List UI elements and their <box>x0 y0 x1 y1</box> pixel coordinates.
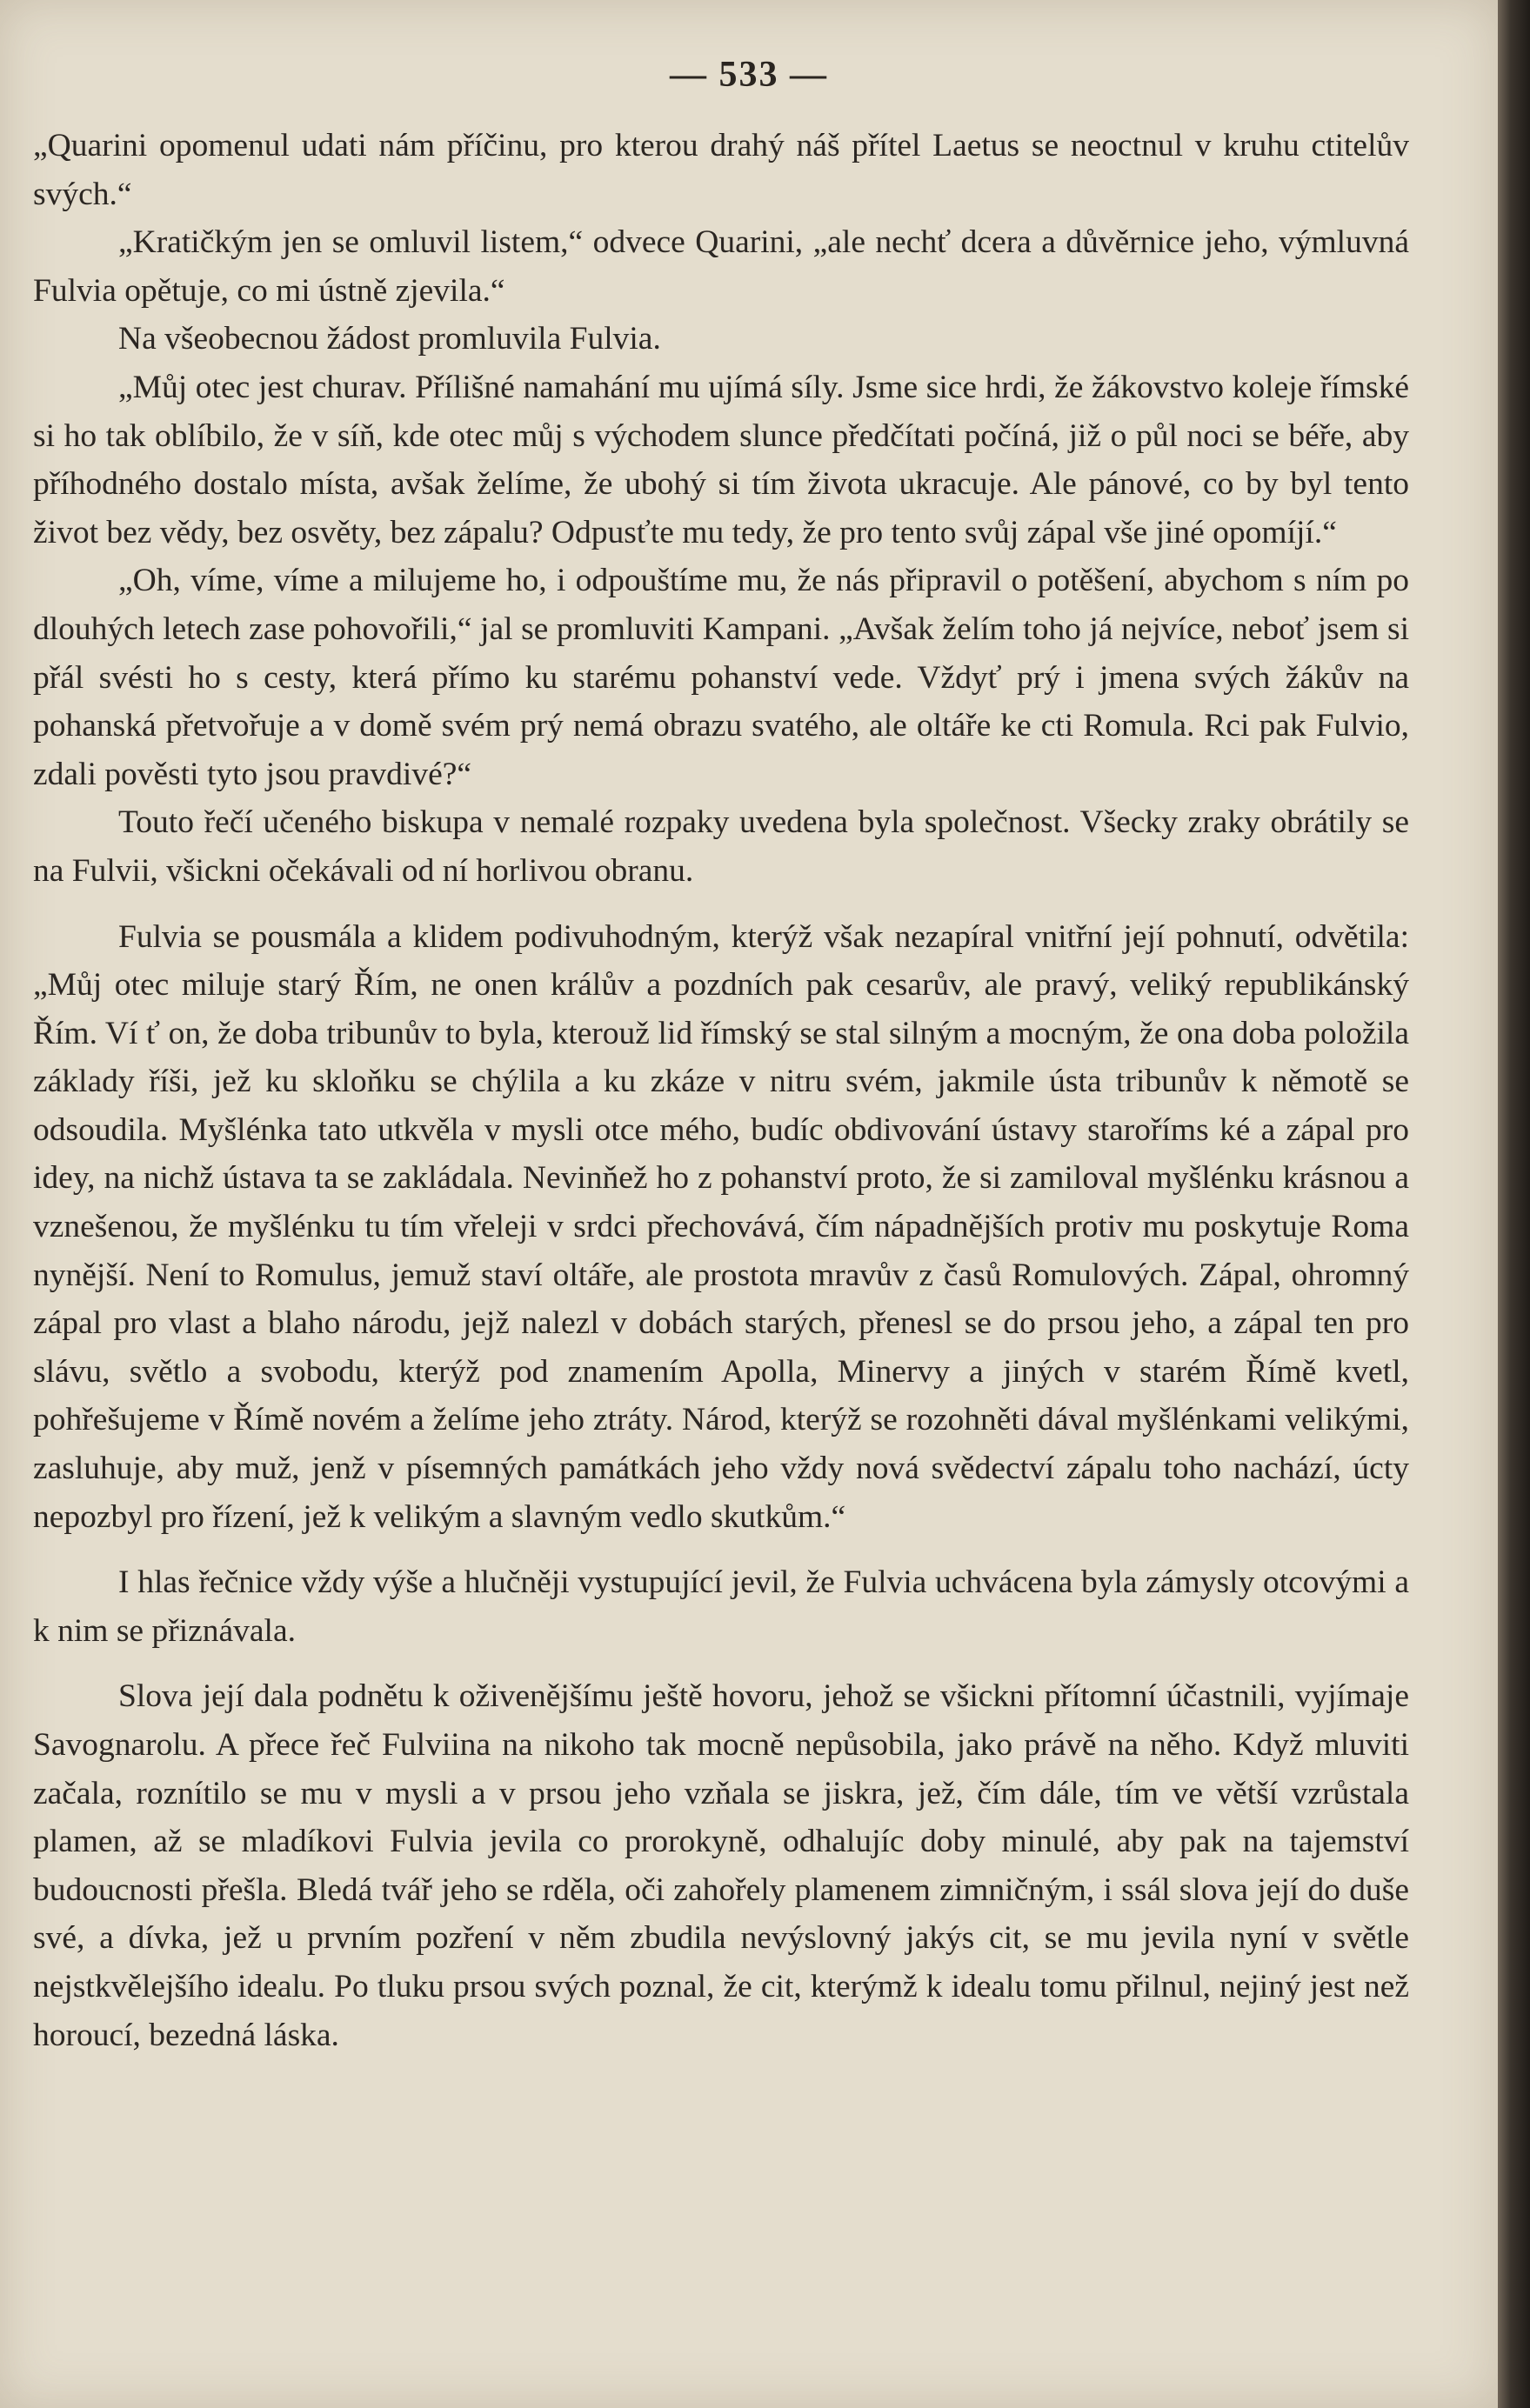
page-edge-shadow <box>1498 0 1530 2408</box>
paragraph-7: Fulvia se pousmála a klidem podivuhodným, kterýž však nezapíral vnitřní její pohnutí, odvětila: „Můj otec miluje starý Řím, ne onen králův a pozdních pak cesarův, ale pravý, veliký republikánský Řím. Ví ť on, že doba tribunův to byla, kterouž lid římský se stal silným a mocným, že ona doba položila základy říši, jež ku skloňku se chýlila a ku zkáze v nitru svém, jakmile ústa tribunův k němotě se odsoudila. Myšlénka tato utkvěla v mysli otce mého, budíc obdivování ústavy staroříms ké a zápal pro idey, na nichž ústava ta se zakládala. Nevinňež ho z pohanství proto, že si zamiloval myšlénku krásnou a vznešenou, že myšlénku tu tím vřeleji v srdci přechovává, čím nápadnějších protiv mu poskytuje Roma nynější. Není to Romulus, jemuž staví oltáře, ale prostota mravův z časů Romulových. Zápal, ohromný zápal pro vlast a blaho národu, jejž nalezl v dobách starých, přenesl se do prsou jeho, a zápal ten pro slávu, světlo a svobodu, kterýž pod znamením Apolla, Minervy a jiných v starém Římě kvetl, pohřešujeme v Římě novém a želíme jeho ztráty. Národ, kterýž se rozohněti dával myšlénkami velikými, zasluhuje, aby muž, jenž v písemných památkách jeho vždy nová svědectví zápalu toho nachází, úcty nepozbyl pro řízení, jež k velikým a slavným vedlo skutkům.“ <box>33 918 1409 1535</box>
paragraph-9: Slova její dala podnětu k oživenějšímu ještě hovoru, jehož se všickni přítomní účastnili, vyjímaje Savognarolu. A přece řeč Fulviina na nikoho tak mocně nepůsobila, jako právě na něho. Když mluviti začala, roznítilo se mu v mysli a v prsou jeho vzňala se jiskra, jež, čím dále, tím ve větší vzrůstala plamen, až se mladíkovi Fulvia jevila co prorokyně, odhalujíc doby minulé, aby pak na tajemství budoucnosti přešla. Bledá tvář jeho se rděla, oči zahořely plamenem zimničným, i ssál slova její do duše své, a dívka, jež u prvním pozření v něm zbudila nevýslovný jakýs cit, se mu jevila nyní v světle nejstkvělejšího idealu. Po tluku prsou svých poznal, že cit, kterýmž k idealu tomu přilnul, nejiný jest než horoucí, bezedná láska. <box>33 1678 1409 2053</box>
paragraph-1: „Quarini opomenul udati nám příčinu, pro kterou drahý náš přítel Laetus se neoctnul v kruhu ctitelův svých.“ <box>33 128 1409 212</box>
page-body <box>33 122 1409 2059</box>
paragraph-4: „Můj otec jest churav. Přílišné namahání mu ujímá síly. Jsme sice hrdi, že žákovstvo koleje římské si ho tak oblíbilo, že v síň, kde otec můj s východem slunce předčítati počíná, již o půl noci se béře, aby příhodného dostalo místa, avšak želíme, že ubohý si tím života ukracuje. Ale pánové, co by byl tento život bez vědy, bez osvěty, bez zápalu? Odpusťte mu tedy, že pro tento svůj zápal vše jiné opomíjí.“ <box>33 369 1409 550</box>
paragraph-3: Na všeobecnou žádost promluvila Fulvia. <box>118 321 661 357</box>
page-number-header: — 533 — <box>670 55 828 95</box>
paragraph-2: „Kratičkým jen se omluvil listem,“ odvece Quarini, „ale nechť dcera a důvěrnice jeho, výmluvná Fulvia opětuje, co mi ústně zjevila.“ <box>33 224 1409 309</box>
paragraph-6: Touto řečí učeného biskupa v nemalé rozpaky uvedena byla společnost. Všecky zraky obrátily se na Fulvii, všickni očekávali od ní horlivou obranu. <box>33 804 1409 889</box>
paragraph-8: I hlas řečnice vždy výše a hlučněji vystupující jevil, že Fulvia uchvácena byla zámysly otcovými a k nim se přiznávala. <box>33 1564 1409 1649</box>
paragraph-5: „Oh, víme, víme a milujeme ho, i odpouštíme mu, že nás připravil o potěšení, abychom s ním po dlouhých letech zase pohovořili,“ jal se promluviti Kampani. „Avšak želím toho já nejvíce, neboť jsem si přál svésti ho s cesty, která přímo ku starému pohanství vede. Vždyť prý i jmena svých žákův na pohanská přetvořuje a v domě svém prý nemá obrazu svatého, ale oltáře ke cti Romula. Rci pak Fulvio, zdali pověsti tyto jsou pravdivé?“ <box>33 563 1409 792</box>
